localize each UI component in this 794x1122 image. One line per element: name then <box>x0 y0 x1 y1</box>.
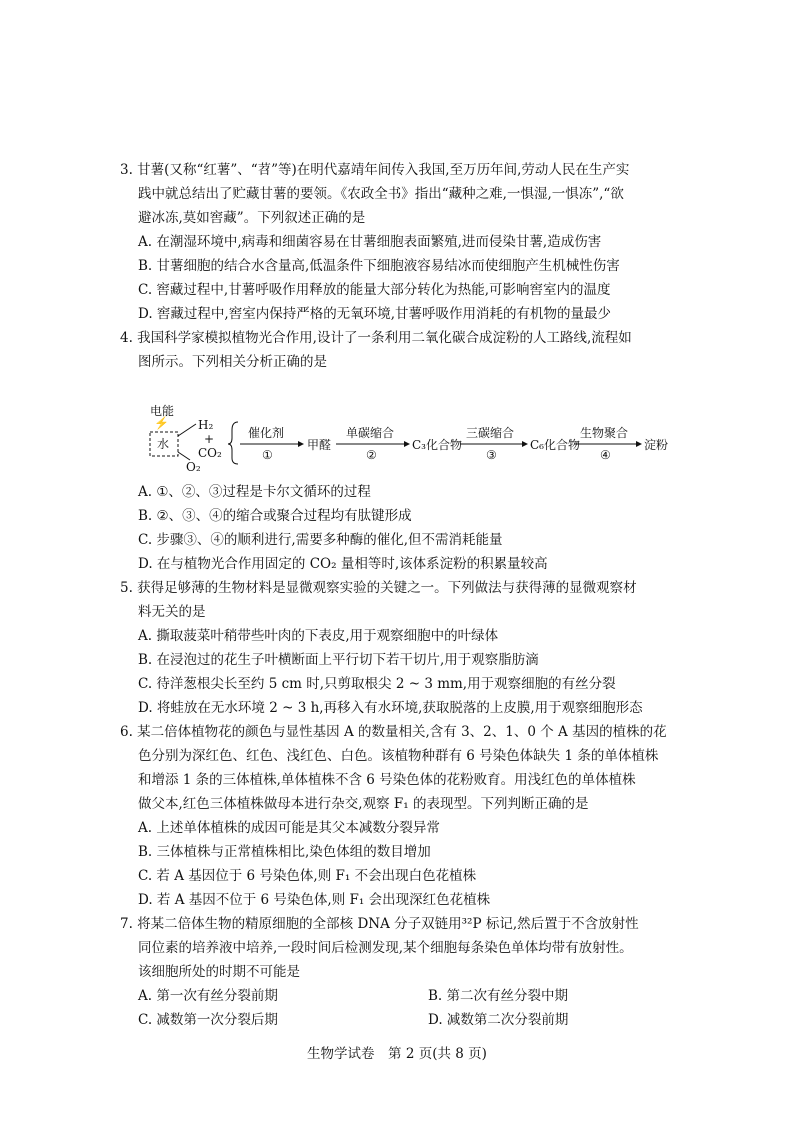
electric-energy-label: 电能 <box>150 404 175 418</box>
water-label: 水 <box>157 437 170 451</box>
q3-option-a: A. 在潮湿环境中,病毒和细菌容易在甘薯细胞表面繁殖,进而侵染甘薯,造成伤害 <box>138 234 602 250</box>
q6-stem-line-3: 和增添 1 条的三体植株,单体植株不含 6 号染色体的花粉败育。用浅红色的单体植株 <box>138 772 636 788</box>
o2-label: O₂ <box>186 460 201 474</box>
co2-label: CO₂ <box>198 446 222 460</box>
q6-option-b: B. 三体植株与正常植株相比,染色体组的数目增加 <box>138 844 431 860</box>
page-footer: 生物学试卷 第 2 页(共 8 页) <box>307 1046 487 1062</box>
q6-stem-line-2: 色分别为深红色、红色、浅红色、白色。该植物种群有 6 号染色体缺失 1 条的单体植株 <box>138 748 659 764</box>
brace <box>228 422 238 464</box>
arrow-2-head <box>404 441 410 447</box>
q7-option-d: D. 减数第二次分裂前期 <box>428 1012 569 1028</box>
q4-option-c: C. 步骤③、④的顺利进行,需要多种酶的催化,但不需消耗能量 <box>138 532 503 548</box>
plus-label: + <box>204 432 215 446</box>
q4-option-b: B. ②、③、④的缩合或聚合过程均有肽键形成 <box>138 508 412 524</box>
q3-option-b: B. 甘薯细胞的结合水含量高,低温条件下细胞液容易结冰而使细胞产生机械性伤害 <box>138 258 620 274</box>
step-4-label: 生物聚合 <box>580 426 629 440</box>
q3-stem-line-2: 践中就总结出了贮藏甘薯的要领。《农政全书》指出“藏种之难,一惧湿,一惧冻”,“欲 <box>138 186 624 202</box>
step-4-number: ④ <box>600 448 611 462</box>
step-2-number: ② <box>366 448 377 462</box>
q5-option-a: A. 撕取菠菜叶稍带些叶肉的下表皮,用于观察细胞中的叶绿体 <box>138 628 499 644</box>
q6-option-a: A. 上述单体植株的成因可能是其父本减数分裂异常 <box>138 820 440 836</box>
q5-stem-line-2: 料无关的是 <box>138 604 206 620</box>
q6-option-c: C. 若 A 基因位于 6 号染色体,则 F₁ 不会出现白色花植株 <box>138 868 477 884</box>
q3-option-c: C. 窖藏过程中,甘薯呼吸作用释放的能量大部分转化为热能,可影响窖室内的温度 <box>138 282 611 298</box>
q3-option-d: D. 窖藏过程中,窖室内保持严格的无氧环境,甘薯呼吸作用消耗的有机物的量最少 <box>138 306 612 322</box>
q4-option-d: D. 在与植物光合作用固定的 CO₂ 量相等时,该体系淀粉的积累量较高 <box>138 556 548 572</box>
step-3-label: 三碳缩合 <box>466 426 515 440</box>
c6-compound-label: C₆化合物 <box>530 438 580 452</box>
q7-stem-line-3: 该细胞所处的时期不可能是 <box>138 964 300 980</box>
q7-stem-line-1: 7. 将某二倍体生物的精原细胞的全部核 DNA 分子双链用³²P 标记,然后置于不含放射性 <box>120 916 639 932</box>
step-3-number: ③ <box>486 448 497 462</box>
q5-stem-line-1: 5. 获得足够薄的生物材料是显微观察实验的关键之一。下列做法与获得薄的显微观察材 <box>120 580 637 596</box>
step-1-number: ① <box>262 448 273 462</box>
step-1-label: 催化剂 <box>248 426 285 440</box>
q7-option-c: C. 减数第一次分裂后期 <box>138 1012 278 1028</box>
q5-option-d: D. 将蛙放在无水环境 2 ~ 3 h,再移入有水环境,获取脱落的上皮膜,用于观察细胞形态 <box>138 700 643 716</box>
q5-option-b: B. 在浸泡过的花生子叶横断面上平行切下若干切片,用于观察脂肪滴 <box>138 652 539 668</box>
c3-compound-label: C₃化合物 <box>412 438 462 452</box>
q4-stem-line-2: 图所示。下列相关分析正确的是 <box>138 354 327 370</box>
q4-stem-line-1: 4. 我国科学家模拟植物光合作用,设计了一条利用二氧化碳合成淀粉的人工路线,流程如 <box>120 330 632 346</box>
q4-option-a: A. ①、②、③过程是卡尔文循环的过程 <box>138 484 371 500</box>
q6-stem-line-1: 6. 某二倍体植物花的颜色与显性基因 A 的数量相关,含有 3、2、1、0 个 A 基因的植株的花 <box>120 724 667 740</box>
q7-option-a: A. 第一次有丝分裂前期 <box>138 988 278 1004</box>
q6-stem-line-4: 做父本,红色三体植株做母本进行杂交,观察 F₁ 的表现型。下列判断正确的是 <box>138 796 589 812</box>
starch-label: 淀粉 <box>644 438 669 452</box>
h2-branch <box>178 424 196 436</box>
starch-synthesis-diagram <box>140 402 669 476</box>
arrow-1-head <box>298 441 304 447</box>
q7-stem-line-2: 同位素的培养液中培养,一段时间后检测发现,某个细胞每条染色单体均带有放射性。 <box>138 940 633 956</box>
q3-stem-line-3: 避冰冻,莫如窖藏”。下列叙述正确的是 <box>138 210 366 226</box>
q5-option-c: C. 待洋葱根尖长至约 5 cm 时,只剪取根尖 2 ~ 3 mm,用于观察细胞的有丝分裂 <box>138 676 616 692</box>
step-2-label: 单碳缩合 <box>346 426 395 440</box>
q3-stem-line-1: 3. 甘薯(又称“红薯”、“苕”等)在明代嘉靖年间传入我国,至万历年间,劳动人民在生产实 <box>120 162 630 178</box>
arrow-3-head <box>522 441 528 447</box>
o2-branch <box>178 452 190 460</box>
lightning-icon: ⚡ <box>154 416 169 430</box>
q6-option-d: D. 若 A 基因不位于 6 号染色体,则 F₁ 会出现深红色花植株 <box>138 892 491 908</box>
q7-option-b: B. 第二次有丝分裂中期 <box>428 988 569 1004</box>
h2-label: H₂ <box>198 418 214 432</box>
arrow-4-head <box>636 441 642 447</box>
formaldehyde-label: 甲醛 <box>307 438 332 452</box>
